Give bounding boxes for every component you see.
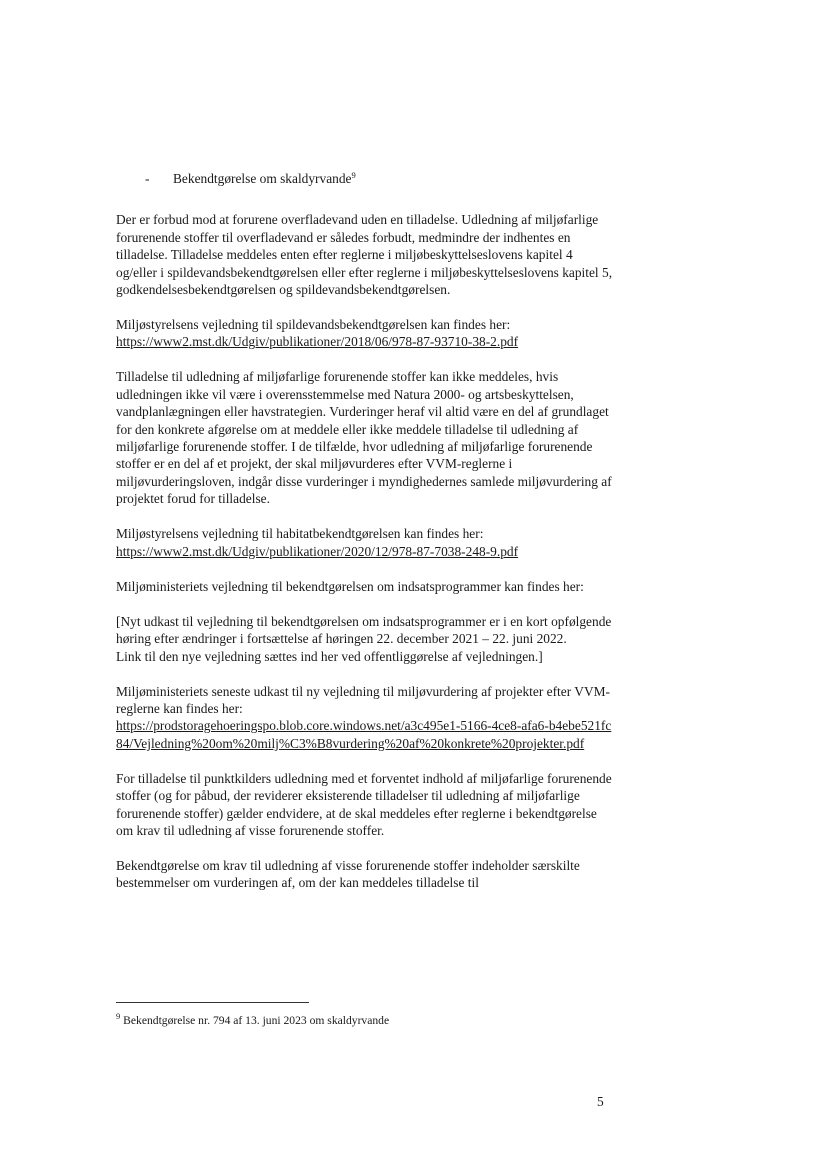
- page-number: 5: [597, 1094, 604, 1109]
- paragraph: Miljøstyrelsens vejledning til spildevandsbekendtgørelsen kan findes her: https://www2.mst.dk/Udgiv/publikationer/2018/06/978-87-93710-38-2.pdf: [116, 316, 616, 351]
- bullet-text: Bekendtgørelse om skaldyrvande$^9$: [173, 170, 356, 186]
- paragraph: Tilladelse til udledning af miljøfarlige forurenende stoffer kan ikke meddeles, hvis udledningen ikke vil være i overensstemmelse med Natura 2000- og artsbeskyttelsen, vandplanlægningen eller havstrategien. Vurderinger heraf vil altid være en del af grundlaget for den konkrete afgørelse om at meddele eller ikke meddele tilladelse til udledning af miljøfarlige forurenende stoffer. I de tilfælde, hvor udledning af miljøfarlige forurenende stoffer er en del af et projekt, der skal miljøvurderes efter VVM-reglerne i miljøvurderingsloven, indgår disse vurderinger i myndighedernes samlede miljøvurdering af projektet forud for tilladelse.: [116, 369, 612, 507]
- footnote: [116, 1013, 616, 1028]
- footnote-divider: [116, 1002, 309, 1003]
- spildevand-guide-link[interactable]: https://www2.mst.dk/Udgiv/publikationer/2018/06/978-87-93710-38-2.pdf: [116, 334, 519, 350]
- paragraph: Der er forbud mod at forurene overfladevand uden en tilladelse. Udledning af miljøfarlige forurenende stoffer til overfladevand er således forbudt, medmindre der indhentes en tilladelse. Tilladelse meddeles enten efter reglerne i miljøbeskyttelseslovens kapitel 4 og/eller i spildevandsbekendtgørelsen eller efter reglerne i miljøbeskyttelseslovens kapitel 5, godkendelsesbekendtgørelsen og spildevandsbekendtgørelsen.: [116, 212, 613, 298]
- footnote-reference[interactable]: 9: [351, 170, 356, 180]
- paragraph: [Nyt udkast til vejledning til bekendtgørelsen om indsatsprogrammer er i en kort opfølgende høring efter ændringer i fortsættelse af høringen 22. december 2021 – 22. juni 2022. Link til den nye vejledning sættes ind her ved offentliggørelse af vejledningen.]: [116, 613, 612, 664]
- bullet-item: [116, 170, 616, 187]
- footnote-text: Bekendtgørelse nr. 794 af 13. juni 2023 om skaldyrvande: [123, 1014, 390, 1027]
- paragraph: For tilladelse til punktkilders udledning med et forventet indhold af miljøfarlige forurenende stoffer (og for påbud, der reviderer eksisterende tilladelser til udledning af miljøfarlige forurenende stoffer) gælder endvidere, at de skal meddeles efter reglerne i bekendtgørelse om krav til udledning af visse forurenende stoffer.: [116, 770, 612, 838]
- paragraph: Miljøministeriets seneste udkast til ny vejledning til miljøvurdering af projekter efter VVM-reglerne kan findes her: https://prodstoragehoeringspo.blob.core.windows.net/a3c495e1-5166-4ce8-afa6-b4ebe521fc84/Vejledning%20om%20milj%C3%B8vurdering%20af%20konkrete%20projekter.pdf: [116, 683, 616, 753]
- paragraph: Miljøstyrelsens vejledning til habitatbekendtgørelsen kan findes her: https://www2.mst.dk/Udgiv/publikationer/2020/12/978-87-7038-248-9.pdf: [116, 525, 616, 560]
- vvm-guide-link[interactable]: https://prodstoragehoeringspo.blob.core.windows.net/a3c495e1-5166-4ce8-afa6-b4ebe521fc84/Vejledning%20om%20milj%C3%B8vurdering%20af%20konkrete%20projekter.pdf: [116, 718, 612, 751]
- paragraph: Bekendtgørelse om krav til udledning af visse forurenende stoffer indeholder særskilte bestemmelser om vurderingen af, om der kan meddeles tilladelse til: [116, 857, 580, 891]
- habitat-guide-link[interactable]: https://www2.mst.dk/Udgiv/publikationer/2020/12/978-87-7038-248-9.pdf: [116, 543, 519, 559]
- body-text: [116, 170, 616, 909]
- paragraph: Miljøministeriets vejledning til bekendtgørelsen om indsatsprogrammer kan findes her:: [116, 578, 584, 594]
- bullet-dash: -: [145, 171, 150, 186]
- footnote-number: 9: [116, 1011, 121, 1021]
